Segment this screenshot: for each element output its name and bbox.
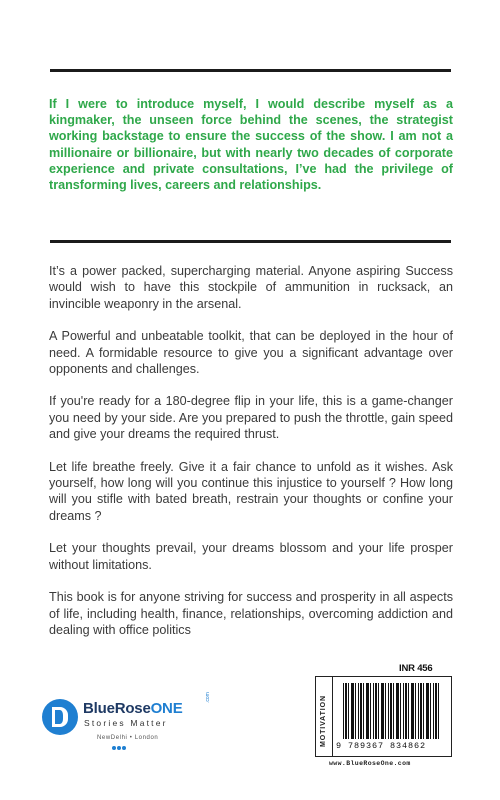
blurb-paragraph: It’s a power packed, supercharging material. Anyone aspiring Success would wish to have this stockpile of ammunition in rucksack, an invincible weaponry in the arsenal.	[49, 264, 453, 311]
blurb-paragraph: Let your thoughts prevail, your dreams blossom and your life prosper without limitations.	[49, 541, 453, 572]
author-quote: If I were to introduce myself, I would describe myself as a kingmaker, the unseen force behind the scenes, the strategist working backstage to ensure the success of the show. I am not a millionaire or billionaire, but with nearly two decades of corporate experience and private consultations, I’ve had the privilege of transforming lives, careers and relationships.	[49, 97, 453, 193]
publisher-name	[83, 700, 183, 717]
brand-suffix: .com	[205, 692, 211, 703]
social-icons	[112, 746, 126, 750]
price-label: INR 456	[399, 663, 433, 674]
blurb-paragraph: This book is for anyone striving for success and prosperity in all aspects of life, including health, finance, relationships, overcoming addiction and dealing with office politics	[49, 590, 453, 637]
brand-main: BlueRose	[83, 700, 151, 717]
bluerose-b-logo-icon	[42, 699, 78, 735]
brand-accent: ONE	[150, 700, 183, 717]
genre-label: MOTIVATION	[320, 695, 327, 747]
blurb-paragraph: A Powerful and unbeatable toolkit, that can be deployed in the hour of need. A formidable resource to give you a significant advantage over opponents and challenges.	[49, 329, 453, 377]
isbn-number: 9 789367 834862	[336, 741, 427, 751]
bottom-divider	[50, 240, 451, 243]
publisher-website: www.BlueRoseOne.com	[329, 760, 411, 767]
barcode-box	[315, 676, 452, 757]
genre-strip	[316, 677, 333, 756]
publisher-cities: NewDelhi • London	[97, 735, 159, 741]
blurb-body	[49, 263, 453, 654]
publisher-tagline: Stories Matter	[84, 718, 168, 728]
barcode-bars	[343, 683, 441, 739]
facebook-icon	[112, 746, 116, 750]
instagram-icon	[117, 746, 121, 750]
blurb-paragraph: If you're ready for a 180-degree flip in your life, this is a game-changer you need by your side. Are you prepared to push the throttle, gain speed and give your dreams the required thrust.	[49, 394, 453, 442]
top-divider	[50, 69, 451, 72]
blurb-paragraph: Let life breathe freely. Give it a fair chance to unfold as it wishes. Ask yourself, how long will you continue this injustice to yourself ? How long will you stifle with bated breath, restrain your thoughts or confine your dreams ?	[49, 459, 453, 523]
publisher-logo-block	[42, 692, 212, 755]
twitter-icon	[122, 746, 126, 750]
